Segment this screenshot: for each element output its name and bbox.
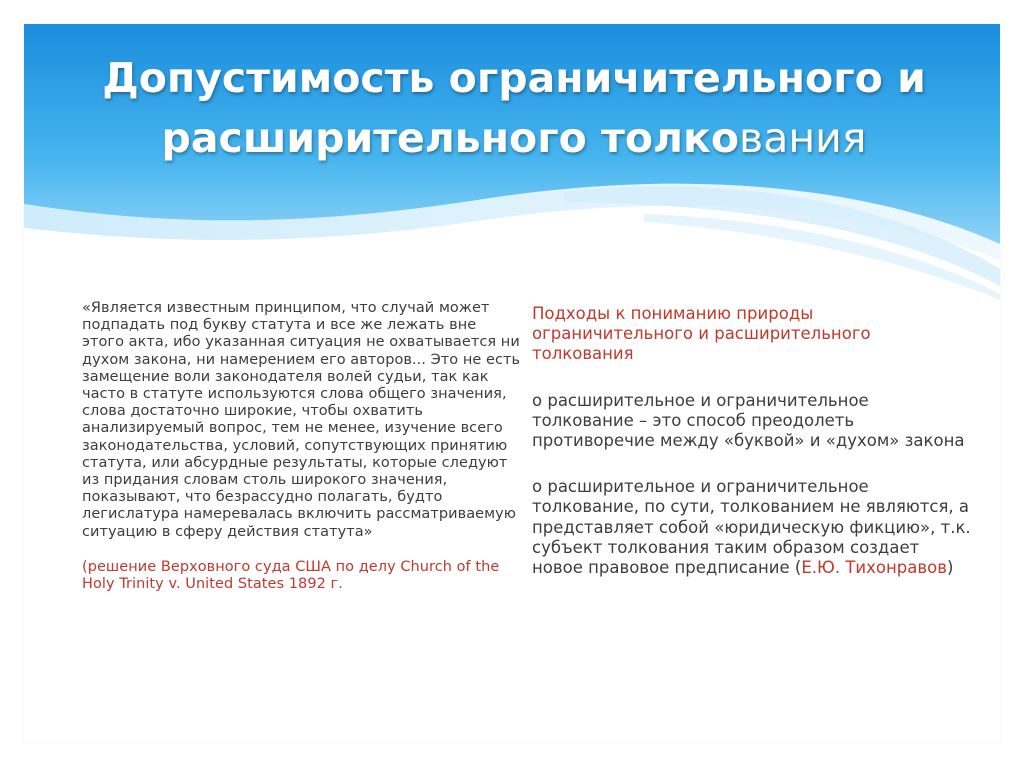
left-column [82,300,522,593]
approach-point-1: о расширительное и ограничительное толкование – это способ преодолеть противоречие между «буквой» и «духом» закона [532,390,965,451]
approach-point-2-text: о расширительное и ограничительное толкование, по сути, толкованием не являются, а представляет собой «юридическую фикцию», т.к. субъект толкования таким образом создает новое правовое предписание ( [532,477,971,578]
right-column [532,304,972,578]
court-citation: (решение Верховного суда США по делу Church of the Holy Trinity v. United States 1892 г. [82,558,500,593]
approach-point-2-end: ) [946,558,954,578]
approaches-heading: Подходы к пониманию природы ограничительного и расширительного толкования [532,304,871,364]
slide [24,24,1000,742]
court-quote: «Является известным принципом, что случай может подпадать под букву статута и все же лежать вне этого акта, ибо указанная ситуация не охватывается ни духом закона, ни намерением его авторов... Это не есть замещение воли законодателя волей судьи, так как часто в статуте используются слова общего значения, слова достаточно широкие, чтобы охватить анализируемый вопрос, тем не менее, изучение всего законодательства, условий, сопутствующих принятию статута, или абсурдные результаты, которые следуют из придания словам столь широкого значения, показывают, что безрассудно полагать, будто легислатура намеревалась включить рассматриваемую ситуацию в сферу действия статута» [82,300,521,540]
approach-point-2-author: Е.Ю. Тихонравов [801,558,947,578]
title-line-1: Допустимость ограничительного и [102,54,926,102]
approach-point-2 [532,477,972,578]
slide-title [54,48,974,168]
title-line-2-bold: расширительного толко [161,114,740,162]
title-line-2-light: вания [739,114,867,162]
